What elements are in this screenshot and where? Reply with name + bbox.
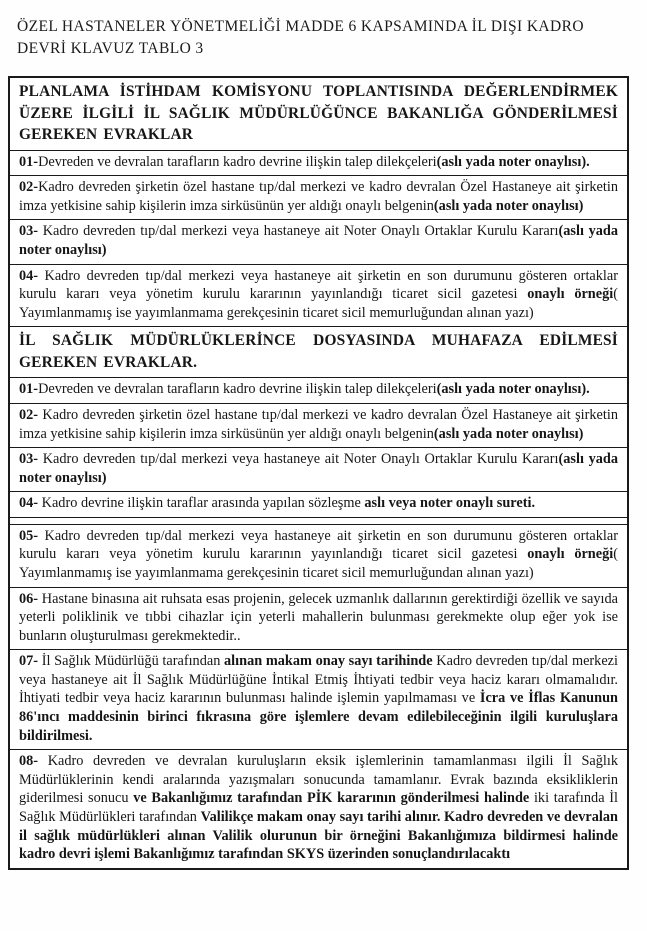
page-title-line-1: ÖZEL HASTANELER YÖNETMELİĞİ MADDE 6 KAPSAMINDA İL DIŞI KADRO xyxy=(17,18,584,35)
text-segment: onaylı örneği xyxy=(527,546,614,563)
text-segment: iki tarafında İl Sağlık Müdürlükleri tarafından xyxy=(19,790,618,825)
text-segment: ( Yayımlanmamış ise yayımlanmama gerekçesinin ticaret sicil memurluğundan alınan yazı) xyxy=(19,286,618,321)
text-segment: 06- xyxy=(19,590,42,607)
text-segment: 03- xyxy=(19,451,43,468)
text-segment: Kadro devreden tıp/dal merkezi veya hastaneye ait İl Sağlık Müdürlüğüne İntikal Etmiş İhtiyati tedbir veya haciz kararı olmamalıdır. İhtiyati tedbir veya haciz kararının bulunması halinde işlemin yapılmaması ve xyxy=(19,653,618,707)
text-segment: (aslı yada noter onaylısı) xyxy=(19,223,618,258)
text-segment: 02- xyxy=(19,179,39,196)
table-row xyxy=(10,524,627,587)
table-row xyxy=(10,587,627,650)
text-segment: Devreden ve devralan tarafların kadro devrine ilişkin talep dilekçeleri xyxy=(38,381,437,398)
spacer-row xyxy=(10,517,627,524)
table-row xyxy=(10,175,627,219)
text-segment: İcra ve İflas Kanunun 86'ıncı maddesinin birinci fıkrasına göre işlemlere devam edilebileceğinin ilgili kuruluşlara bildirilmesi. xyxy=(19,690,618,744)
text-segment: Devreden ve devralan tarafların kadro devrine ilişkin talep dilekçeleri xyxy=(38,153,437,170)
text-segment: (aslı yada noter onaylısı) xyxy=(433,197,584,214)
text-segment: 01- xyxy=(19,153,39,170)
text-segment: 07- xyxy=(19,653,42,670)
section-header-row xyxy=(10,78,627,150)
text-segment: 05- xyxy=(19,527,45,544)
page-title-line-2: DEVRİ KLAVUZ TABLO 3 xyxy=(17,40,204,58)
text-segment: Kadro devreden tıp/dal merkezi veya hastaneye ait Noter Onaylı Ortaklar Kurulu Kararı xyxy=(42,451,559,468)
text-segment: 03- xyxy=(19,223,43,240)
text-segment: Valilikçe makam onay sayı tarihi alınır. Kadro devreden ve devralan il sağlık müdürlükleri alınan Valilik olurunun bir örneğini Bakanlığımıza bildirmesi halinde kadro devri işlemi Bakanlığımız tarafından SKYS üzerinden sonuçlandırılacaktı xyxy=(19,808,618,863)
text-segment: Kadro devreden tıp/dal merkezi veya hastaneye ait Noter Onaylı Ortaklar Kurulu Kararı xyxy=(42,223,559,240)
text-segment: Kadro devreden şirketin özel hastane tıp/dal merkezi ve kadro devralan Özel Hastaneye ait şirketin imza yetkisine sahip kişilerin imza sirküsünün yer aldığı onaylı belgenin xyxy=(19,179,618,214)
text-segment: Hastane binasına ait ruhsata esas projenin, gelecek uzmanlık dallarının gerektirdiği özellik ve sayıda yeterli poliklinik ve tıbbi cihazlar için yeterli mahallerin bulunması gerekmekte olup eğer yok ise bunların oluşturulması gerekmektedir.. xyxy=(19,590,618,644)
table-row xyxy=(10,749,627,867)
text-segment: İl Sağlık Müdürlüğü tarafından xyxy=(41,653,225,670)
text-segment: alınan makam onay sayı tarihinde xyxy=(224,653,433,670)
text-segment: (aslı yada noter onaylısı). xyxy=(436,153,590,170)
text-segment: (aslı yada noter onaylısı) xyxy=(433,425,584,442)
text-segment: 02- xyxy=(19,406,43,423)
text-segment: Kadro devreden tıp/dal merkezi veya hastaneye ait şirketin en son durumunu gösteren ortaklar kurulu kararı veya yönetim kurulu kararının yayınlandığı ticaret sicil gazetesi xyxy=(19,527,618,563)
text-segment: 04- xyxy=(19,495,42,512)
text-segment: ( Yayımlanmamış ise yayımlanmama gerekçesinin ticaret sicil memurluğundan alınan yazı) xyxy=(19,546,618,581)
section-header-row xyxy=(10,326,627,377)
text-segment: aslı veya noter onaylı sureti. xyxy=(364,495,536,512)
table-row xyxy=(10,491,627,517)
text-segment: İL SAĞLIK MÜDÜRLÜKLERİNCE DOSYASINDA MUHAFAZA EDİLMESİ GEREKEN EVRAKLAR. xyxy=(19,332,618,371)
text-segment: Kadro devreden tıp/dal merkezi veya hastaneye ait şirketin en son durumunu gösteren ortaklar kurulu kararı veya yönetim kurulu kararının yayınlandığı ticaret sicil gazetesi xyxy=(19,267,618,303)
text-segment: 08- xyxy=(19,753,48,770)
text-segment: 04- xyxy=(19,267,45,284)
table-row xyxy=(10,649,627,749)
text-segment: (aslı yada noter onaylısı). xyxy=(436,381,590,398)
page-title xyxy=(0,0,647,61)
table-row xyxy=(10,377,627,403)
text-segment: ve Bakanlığımız tarafından PİK kararının gönderilmesi halinde xyxy=(133,790,530,807)
table-row xyxy=(10,264,627,327)
table-row xyxy=(10,150,627,176)
table-row xyxy=(10,447,627,491)
text-segment: (aslı yada noter onaylısı) xyxy=(19,451,618,486)
document-table xyxy=(8,76,629,870)
table-row xyxy=(10,403,627,447)
text-segment: Kadro devreden ve devralan kuruluşların eksik işlemlerinin tamamlanması ilgili İl Sağlık Müdürlüklerinin kendi aralarında yazışmaları sonucunda tamamlanır. Evrak bazında eksikliklerin giderilmesi sonucu xyxy=(19,753,618,807)
text-segment: onaylı örneği xyxy=(527,286,614,303)
text-segment: PLANLAMA İSTİHDAM KOMİSYONU TOPLANTISINDA DEĞERLENDİRMEK ÜZERE İLGİLİ İL SAĞLIK MÜDÜRLÜĞÜNCE BAKANLIĞA GÖNDERİLMESİ GEREKEN EVRAKLAR xyxy=(19,82,618,144)
table-row xyxy=(10,219,627,263)
text-segment: Kadro devrine ilişkin taraflar arasında yapılan sözleşme xyxy=(41,495,365,512)
text-segment: 01- xyxy=(19,381,39,398)
text-segment: Kadro devreden şirketin özel hastane tıp/dal merkezi ve kadro devralan Özel Hastaneye ait şirketin imza yetkisine sahip kişilerin imza sirküsünün yer aldığı onaylı belgenin xyxy=(19,406,618,442)
